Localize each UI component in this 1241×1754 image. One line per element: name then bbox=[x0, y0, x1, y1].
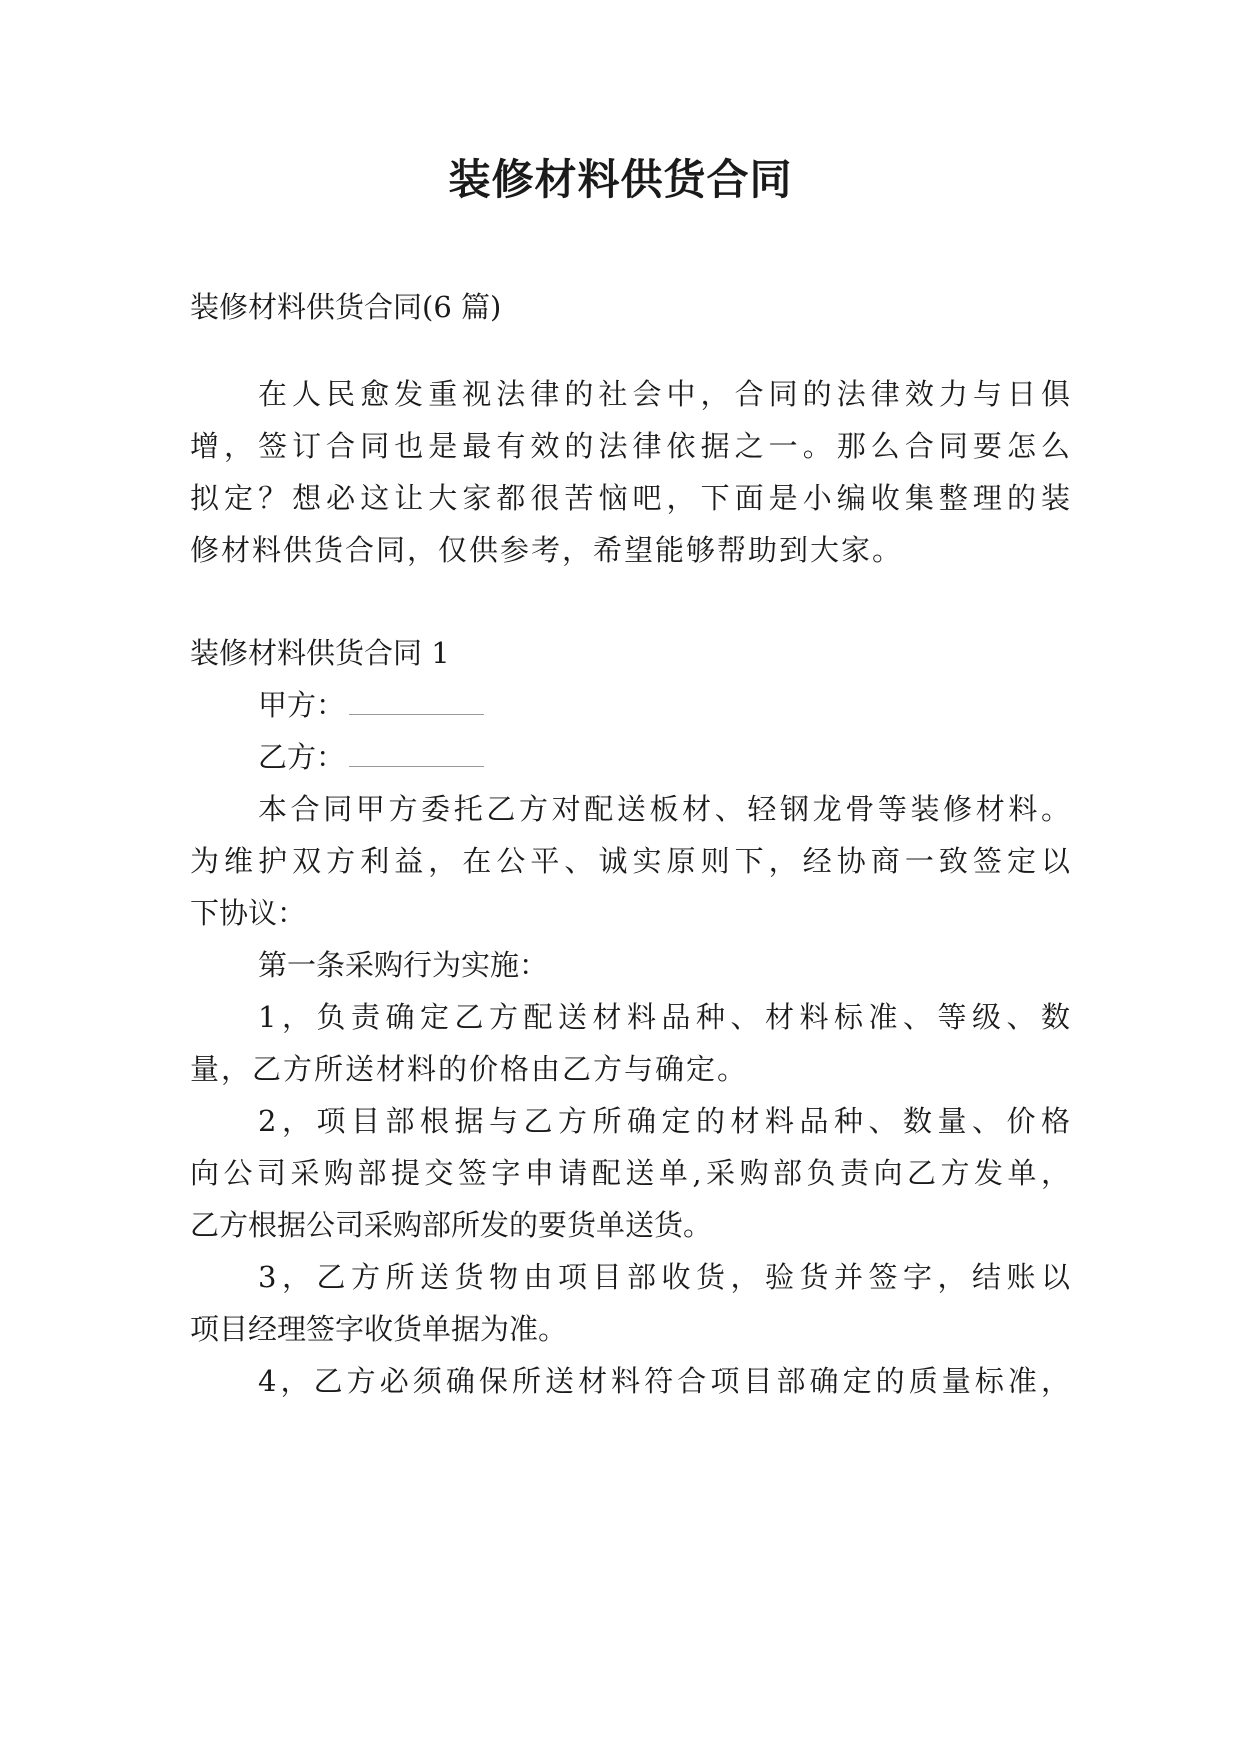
body-line-6: 量，乙方所送材料的价格由乙方与确定。 bbox=[190, 1052, 749, 1086]
intro-line-4: 修材料供货合同，仅供参考，希望能够帮助到大家。 bbox=[190, 533, 904, 567]
body-line-5: 1，负责确定乙方配送材料品种、材料标准、等级、数 bbox=[258, 1000, 1070, 1034]
intro-line-3: 拟定？想必这让大家都很苦恼吧，下面是小编收集整理的装 bbox=[190, 481, 1070, 515]
document-subtitle: 装修材料供货合同(6 篇) bbox=[190, 290, 502, 324]
party-a-blank bbox=[349, 688, 484, 715]
intro-line-1: 在人民愈发重视法律的社会中，合同的法律效力与日俱 bbox=[258, 377, 1070, 411]
body-line-12: 4，乙方必须确保所送材料符合项目部确定的质量标准， bbox=[258, 1364, 1070, 1398]
body-line-2: 为维护双方利益，在公平、诚实原则下，经协商一致签定以 bbox=[190, 844, 1070, 878]
body-line-10: 3，乙方所送货物由项目部收货，验货并签字，结账以 bbox=[258, 1260, 1070, 1294]
party-a-label: 甲方： bbox=[258, 688, 346, 722]
body-line-3: 下协议： bbox=[190, 896, 307, 930]
party-a-line bbox=[258, 685, 1070, 725]
body-line-1: 本合同甲方委托乙方对配送板材、轻钢龙骨等装修材料。 bbox=[258, 792, 1070, 826]
body-line-8: 向公司采购部提交签字申请配送单,采购部负责向乙方发单， bbox=[190, 1156, 1070, 1190]
party-b-line bbox=[258, 737, 1070, 777]
body-line-7: 2，项目部根据与乙方所确定的材料品种、数量、价格 bbox=[258, 1104, 1070, 1138]
section-heading: 装修材料供货合同 1 bbox=[190, 636, 450, 670]
body-line-11: 项目经理签字收货单据为准。 bbox=[190, 1312, 568, 1346]
intro-line-2: 增，签订合同也是最有效的法律依据之一。那么合同要怎么 bbox=[190, 429, 1070, 463]
party-b-label: 乙方： bbox=[258, 740, 346, 774]
article-1-heading: 第一条采购行为实施： bbox=[258, 948, 549, 982]
body-line-9: 乙方根据公司采购部所发的要货单送货。 bbox=[190, 1208, 713, 1242]
party-b-blank bbox=[349, 740, 484, 767]
document-title: 装修材料供货合同 bbox=[448, 155, 793, 204]
